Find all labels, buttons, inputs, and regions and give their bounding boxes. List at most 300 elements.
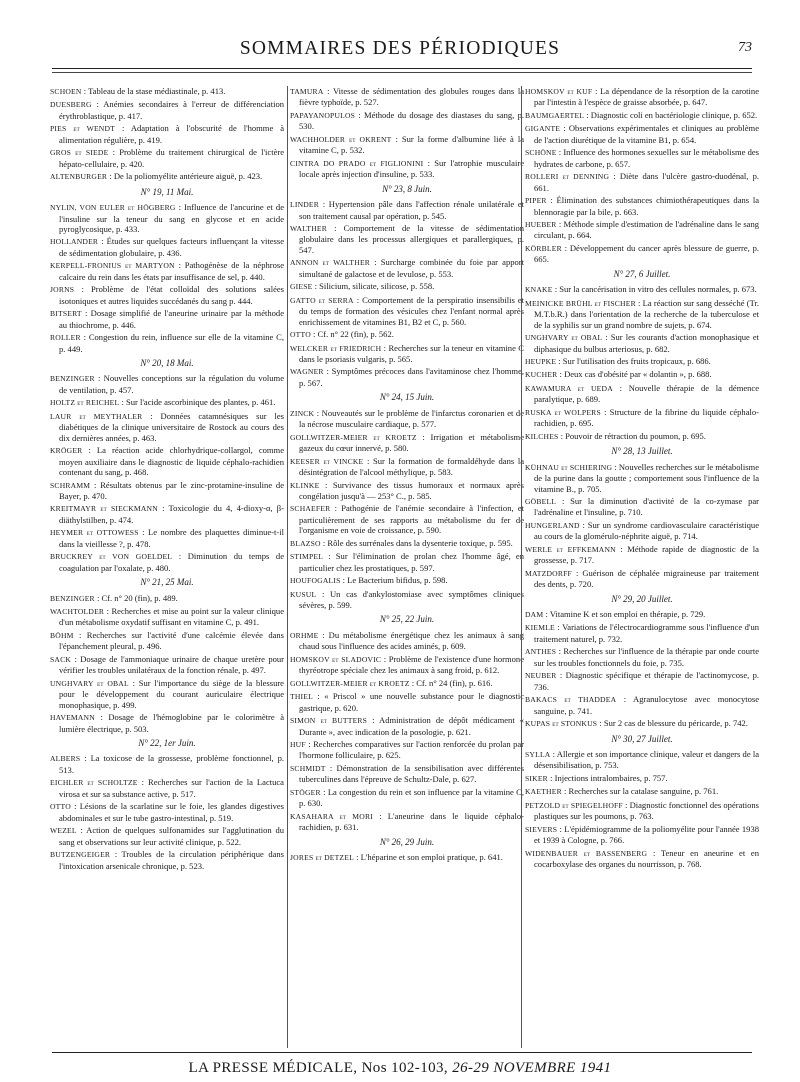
article-author: HOUFOGALIS	[290, 576, 341, 586]
article-entry	[525, 243, 759, 265]
article-title: : Anémies secondaires à l'erreur de différenciation érythroblastique, p. 417.	[59, 99, 284, 121]
article-title: : Diagnostic coli en bactériologie clinique, p. 652.	[584, 109, 758, 120]
article-title: : Variations de l'électrocardiogramme sous l'influence d'un traitement naturel, p. 732.	[534, 622, 759, 644]
article-title: : La congestion du rein et son influence par la vitamine C, p. 630.	[299, 786, 524, 809]
footer-dates: 26-29 NOVEMBRE 1941	[452, 1060, 612, 1076]
article-author: BAUMGAERTEL	[525, 110, 585, 120]
article-entry	[50, 171, 284, 182]
article-entry	[525, 824, 759, 846]
article-author: HOMSKOV et SLADOVIC	[290, 654, 382, 664]
article-author: SIEVERS	[525, 824, 558, 834]
article-title: : Nouvelles recherches sur le métabolisme de la purine dans la goutte ; comportement sous l'influence de la vitamine B., p. 705.	[534, 461, 759, 494]
article-entry	[290, 158, 524, 180]
article-title: : Recherches sur l'influence de la thérapie par onde courte sur les troubles fonctionnels du foie, p. 735.	[534, 646, 759, 668]
article-title: : Toxicologie du 4, 4-dioxy-α, β-diäthylstilben, p. 474.	[59, 503, 284, 525]
article-entry	[525, 544, 759, 566]
article-title: : Sur un syndrome cardiovasculaire caractéristique au cours de la glomérulo-néphrite aiguë, p. 714.	[534, 519, 759, 542]
article-author: RUSKA et WOLPERS	[525, 407, 601, 417]
article-title: : Injections intralombaires, p. 757.	[547, 772, 668, 783]
article-entry	[50, 332, 284, 354]
article-author: KRÖGER	[50, 446, 83, 456]
article-author: HOMSKOV et KUF	[525, 87, 593, 96]
article-entry	[525, 848, 759, 870]
issue-heading: N° 19, 11 Mai.	[140, 186, 194, 197]
article-title: : Survivance des tissus humoraux et normaux après congélation jusqu'à — 253° C., p. 585.	[299, 479, 524, 501]
article-title: : Résultats obtenus par le zinc-protamine-insuline de Bayer, p. 470.	[59, 479, 284, 501]
article-entry	[290, 366, 524, 388]
issue-heading: N° 24, 15 Juin.	[379, 392, 435, 403]
article-author: KERPELL-FRONIUS et MARTYON	[50, 261, 175, 271]
article-title: : Irrigation et métabolisme gazeux du cœur innervé, p. 580.	[299, 431, 524, 454]
article-title: : Influence de l'ancurine et de l'insuline sur la teneur du sang en glycose et en acide pyroglycosique, p. 433.	[59, 202, 284, 234]
article-author: WACHTOLDER	[50, 607, 105, 617]
article-title: : Diminution du temps de coagulation par l'oxalate, p. 480.	[59, 551, 284, 573]
article-title: : La réaction acide chlorhydrique-collargol, comme moyen auxiliaire dans le diagnostic de liquide céphalo-rachidien contenant du sang, p. 468.	[59, 445, 284, 478]
article-entry	[50, 123, 284, 145]
issue-heading: N° 21, 25 Mai.	[140, 577, 194, 588]
article-title: : Nouvelles conceptions sur la régulation du volume de ventilation, p. 457.	[59, 373, 284, 395]
article-author: STÖGER	[290, 787, 321, 797]
footer-journal: LA PRESSE MÉDICALE,	[188, 1060, 358, 1076]
article-author: KNAKE	[525, 285, 553, 295]
article-title: : Problème de l'état colloïdal des solutions salées isotoniques et autres liquides succédanés du sang p. 444.	[59, 284, 284, 306]
article-entry	[50, 397, 284, 408]
article-title: : Pathogénie de l'anémie secondaire à l'infection, et particulièrement de ses rapports au métabolisme du fer de l'organisme en voie de croissance, p. 590.	[299, 503, 524, 536]
article-author: BITSERT	[50, 309, 82, 319]
article-entry	[50, 630, 284, 652]
article-entry	[290, 715, 524, 737]
article-author: KÖRBLER	[525, 243, 562, 253]
article-title: : De la poliomyélite antérieure aiguë, p. 423.	[107, 171, 263, 182]
article-author: BUTZENGEIGER	[50, 850, 111, 860]
article-entry	[525, 284, 759, 295]
article-author: ZINCK	[290, 408, 315, 418]
article-title: : Sur l'atrophie musculaire locale après injection d'insuline, p. 533.	[299, 157, 524, 180]
issue-heading: N° 29, 20 Juillet.	[611, 593, 673, 604]
article-author: GATTO et SERRA	[290, 295, 354, 305]
article-title: : Vitesse de sédimentation des globules rouges dans la fièvre typhoïde, p. 527.	[299, 86, 524, 108]
article-title: : Méthode rapide de diagnostic de la grossesse, p. 717.	[534, 543, 759, 566]
header-rule	[52, 68, 752, 69]
article-title: : Problème de l'existence d'une hormone thyréotrope spéciale chez les animaux à sang froid, p. 612.	[299, 653, 524, 676]
article-title: : Symptômes précoces dans l'avitaminose chez l'homme, p. 567.	[299, 366, 524, 388]
article-title: : Comportement de la vitesse de sédimentation globulaire dans les processus allergiques et parallergiques, p. 547.	[299, 222, 524, 255]
article-author: HUEBER	[525, 219, 557, 229]
article-entry	[525, 622, 759, 644]
article-author: ALBERS	[50, 754, 81, 764]
article-title: : Données catamnésiques sur les diabétiques de la clinique universitaire de Rostock au cours des dix dernières années, p. 463.	[59, 410, 284, 443]
article-title: : Pathogénèse de la néphrose calcaire du rein dans les états par insuffisance de sel, p. 440.	[59, 260, 284, 282]
article-title: : Le nombre des plaquettes diminue-t-il dans la vieillesse ?, p. 478.	[59, 527, 284, 549]
article-author: GÖBELL	[525, 496, 557, 506]
article-entry	[50, 260, 284, 282]
article-author: NYLIN, VON EULER et HÖGBERG	[50, 203, 176, 213]
column-divider	[287, 86, 288, 1048]
article-entry	[50, 606, 284, 628]
article-entry	[50, 411, 284, 443]
article-author: KREITMAYR et SIECKMANN	[50, 504, 158, 514]
issue-heading: N° 22, 1er Juin.	[138, 738, 196, 749]
column-left	[50, 86, 284, 873]
issue-heading: N° 20, 18 Mai.	[140, 357, 194, 368]
article-title: : Sur les courants d'action monophasique et diphasique du bulbus arteriosus, p. 682.	[534, 332, 759, 354]
article-author: BENZINGER	[50, 374, 95, 384]
article-author: HOLTZ et REICHEL	[50, 398, 120, 408]
article-author: STIMPEL	[290, 552, 324, 562]
article-title: : Administration de dépôt médicament « Durante », avec indication de la posologie, p. 621.	[299, 715, 524, 737]
article-entry	[50, 654, 284, 676]
article-entry	[290, 678, 524, 689]
article-title: : Silicium, silicate, silicose, p. 558.	[312, 281, 435, 292]
article-author: KUPAS et STONKUS	[525, 719, 598, 729]
article-author: HUNGERLAND	[525, 520, 580, 530]
article-entry	[50, 202, 284, 234]
article-entry	[50, 86, 284, 97]
article-entry	[50, 753, 284, 775]
article-title: : Méthode simple d'estimation de l'adrénaline dans le sang circulant, p. 664.	[534, 218, 759, 241]
article-entry	[50, 678, 284, 710]
article-entry	[290, 295, 524, 327]
article-title: : Structure de la fibrine du liquide céphalo-rachidien, p. 695.	[534, 406, 759, 429]
article-entry	[290, 787, 524, 809]
article-author: KILCHES	[525, 431, 559, 441]
article-author: SACK	[50, 654, 72, 664]
article-title: : Diagnostic spécifique et thérapie de l'actinomycose, p. 736.	[534, 670, 759, 692]
article-title: : Diète dans l'ulcère gastro-duodénal, p. 661.	[534, 171, 759, 193]
article-entry	[290, 343, 524, 365]
article-title: : L'aneurine dans le liquide céphalo-rachidien, p. 631.	[299, 810, 524, 833]
article-entry	[525, 298, 759, 330]
article-author: WAGNER	[290, 367, 324, 377]
article-author: UNGHVARY et OBAL	[525, 333, 603, 343]
article-author: PAPAYANOPULOS	[290, 110, 356, 120]
article-author: SCHRAMM	[50, 480, 91, 490]
article-entry	[290, 199, 524, 221]
article-entry	[290, 223, 524, 255]
article-title: : Dosage de l'hémoglobine par le colorimètre à lumière électrique, p. 503.	[59, 712, 284, 734]
article-author: HAVEMANN	[50, 713, 95, 723]
article-entry	[290, 408, 524, 430]
article-entry	[525, 773, 759, 784]
article-title: : Nouvelle thérapie de la démence paralytique, p. 689.	[534, 382, 759, 405]
article-title: : Sur la formation de formaldéhyde dans la désintégration de l'alcool méthylique, p. 583.	[299, 455, 524, 478]
article-entry	[50, 480, 284, 502]
article-title: : Élimination des substances chimiothérapeutiques dans la blennoragie par la bile, p. 663.	[534, 195, 759, 217]
article-entry	[525, 431, 759, 442]
article-entry	[525, 332, 759, 354]
article-title: : Lésions de la scarlatine sur le foie, les glandes digestives abdominales et sur le tube gastro-intestinal, p. 519.	[59, 801, 284, 823]
article-title: : Observations expérimentales et cliniques au problème de l'action diurétique de la vitamine B1, p. 654.	[534, 123, 759, 145]
column-right	[525, 86, 759, 872]
article-author: KASAHARA et MORI	[290, 811, 373, 821]
article-title: : Sur la cancérisation in vitro des cellules normales, p. 673.	[552, 284, 757, 295]
footer	[150, 1060, 650, 1077]
article-title: : Recherches sur l'action de la Lactuca virosa et sur sa substance active, p. 517.	[59, 777, 284, 799]
article-author: WEZEL	[50, 826, 77, 836]
article-title: : Agranulocytose avec monocytose sanguine, p. 741.	[534, 694, 760, 716]
article-title: : Nouveautés sur le problème de l'infarctus coronarien et de la nécrose musculaire cardiaque, p. 577.	[299, 407, 524, 430]
article-title: : Adaptation à l'obscurité de l'homme à alimentation régulière, p. 419.	[59, 123, 284, 145]
article-author: DAM	[525, 610, 544, 620]
article-entry	[290, 589, 524, 611]
article-entry	[525, 383, 759, 405]
article-entry	[290, 575, 524, 586]
article-author: KAETHER	[525, 787, 562, 797]
article-title: : Cf. n° 24 (fin), p. 616.	[409, 677, 493, 688]
article-author: PIES et WENDT	[50, 124, 116, 134]
article-entry	[290, 503, 524, 535]
page-title: SOMMAIRES DES PÉRIODIQUES	[239, 38, 561, 59]
article-entry	[525, 110, 759, 121]
article-entry	[290, 86, 524, 108]
article-entry	[50, 712, 284, 734]
article-title: : L'épidémiogramme de la poliomyélite pour l'année 1938 et 1939 à Cologne, p. 766.	[534, 823, 759, 846]
article-title: : Sur l'utilisation des fruits tropicaux, p. 686.	[556, 355, 711, 366]
article-author: WIDENBAUER et BASSENBERG	[525, 848, 648, 858]
article-entry	[525, 219, 759, 241]
article-title: : Études sur quelques facteurs influençant la vitesse de sédimentation globulaire, p. 436.	[59, 236, 284, 258]
article-author: WALTHER	[290, 223, 327, 233]
article-title: : Comportement de la perspiratio insensibilis et du temps de formation des vésicules chez l'enfant normal après enrichissement de vitamines B1, B2 et C, p. 560.	[299, 294, 524, 327]
article-title: : Développement du cancer après blessure de guerre, p. 665.	[534, 242, 759, 265]
article-entry	[525, 800, 759, 822]
article-title: : Dosage de l'ammoniaque urinaire de chaque uretère pour vérifier les troubles unilatéraux de la fonction rénale, p. 497.	[59, 653, 284, 676]
article-entry	[525, 609, 759, 620]
article-author: NEUBER	[525, 671, 557, 681]
column-middle	[290, 86, 524, 866]
article-author: SCHÖNE	[525, 148, 557, 158]
article-entry	[50, 551, 284, 573]
article-author: ROLLERI et DENNING	[525, 172, 610, 182]
issue-heading: N° 23, 8 Juin.	[382, 183, 432, 194]
article-author: LAUR et MEYTHALER	[50, 411, 143, 421]
article-entry	[525, 786, 759, 797]
article-author: KUCHER	[525, 370, 558, 380]
issue-heading: N° 25, 22 Juin.	[379, 614, 435, 625]
article-title: : Sur la diminution d'activité de la co-zymase par l'adrénaline et l'insuline, p. 710.	[534, 495, 759, 518]
article-title: : Le Bacterium bifidus, p. 598.	[340, 575, 448, 586]
article-entry	[290, 739, 524, 761]
article-entry	[50, 284, 284, 306]
article-author: BÖHM	[50, 630, 74, 640]
article-title: : Troubles de la circulation périphérique dans l'intoxication arsenicale chronique, p. 523.	[59, 849, 284, 871]
article-title: : Dosage simplifié de l'aneurine urinaire par la méthode au thiochrome, p. 446.	[59, 308, 284, 330]
article-entry	[50, 849, 284, 871]
article-title: : Sur l'élimination de prolan chez l'homme âgé, en particulier chez les prostatiques, p. 597.	[299, 551, 524, 573]
footer-issue: Nos 102-103,	[361, 1060, 449, 1076]
article-title: : Méthode du dosage des diastases du sang, p. 530.	[299, 109, 524, 132]
article-author: MATZDORFF	[525, 568, 572, 578]
article-author: HOLLANDER	[50, 237, 99, 247]
article-title: : Influence des hormones sexuelles sur le métabolisme des hydrates de carbone, p. 657.	[534, 147, 759, 169]
article-author: KUSUL	[290, 589, 317, 599]
article-entry	[290, 134, 524, 156]
article-title: : Cf. n° 22 (fin), p. 562.	[310, 329, 394, 340]
article-entry	[290, 811, 524, 833]
article-author: KLINKE	[290, 480, 320, 490]
column-divider	[521, 86, 522, 1048]
article-author: SYLLA	[525, 750, 551, 760]
issue-heading: N° 28, 13 Juillet.	[611, 446, 673, 457]
article-title: : Pouvoir de rétraction du poumon, p. 695.	[558, 430, 706, 441]
article-title: : Guérison de céphalée migraineuse par traitement des dents, p. 720.	[534, 567, 759, 590]
article-author: HEYMER et OTTOWESS	[50, 528, 139, 538]
article-entry	[290, 480, 524, 502]
article-author: BLAZSO	[290, 538, 321, 548]
article-entry	[50, 445, 284, 477]
article-author: PIPER	[525, 196, 547, 206]
article-author: BENZINGER	[50, 593, 95, 603]
article-title: : L'héparine et son emploi pratique, p. 641.	[353, 852, 503, 863]
article-author: BRUCKREY et VON GOELDEL	[50, 552, 173, 562]
article-author: JORNS	[50, 285, 75, 295]
issue-heading: N° 30, 27 Juillet.	[611, 733, 673, 744]
article-entry	[525, 86, 759, 108]
article-title: : Vitamine K et son emploi en thérapie, p. 729.	[543, 609, 706, 620]
article-author: TAMURA	[290, 87, 324, 96]
article-entry	[290, 852, 524, 863]
article-title: : Hypertension pâle dans l'affection rénale unilatérale et son traitement causal par opération, p. 545.	[299, 199, 524, 221]
article-entry	[50, 527, 284, 549]
article-author: OTTO	[290, 330, 311, 340]
article-title: : Diagnostic fonctionnel des opérations plastiques sur les poumons, p. 763.	[534, 799, 759, 822]
article-entry	[525, 749, 759, 771]
article-entry	[50, 777, 284, 799]
article-entry	[525, 147, 759, 169]
article-title: : Rôle des surrénales dans la dysenterie toxique, p. 595.	[320, 537, 513, 548]
article-entry	[290, 329, 524, 340]
footer-rule	[52, 1052, 752, 1053]
article-entry	[290, 257, 524, 279]
article-title: : Sur l'importance du siège de la blessure pour le développement du courant auriculaire électrique monophasique, p. 499.	[59, 677, 284, 710]
article-entry	[290, 110, 524, 132]
article-title: : Sur 2 cas de blessure du péricarde, p. 742.	[597, 718, 748, 729]
article-author: HUF	[290, 740, 306, 750]
article-entry	[525, 369, 759, 380]
header-rule-thin	[52, 72, 752, 73]
article-title: : Deux cas d'obésité par « dolantin », p. 688.	[557, 369, 712, 380]
article-author: GIESE	[290, 282, 313, 292]
article-title: : Tableau de la stase médiastinale, p. 413.	[81, 86, 226, 96]
article-title: : Teneur en aneurine et en cocarboxylase des organes du nourrisson, p. 768.	[534, 847, 759, 870]
article-entry	[50, 147, 284, 169]
article-author: ANTHES	[525, 647, 557, 657]
article-author: SCHOEN	[50, 87, 82, 96]
article-entry	[290, 432, 524, 454]
article-title: : Surcharge combinée du foie par apport simultané de galactose et de levulose, p. 553.	[299, 257, 524, 279]
article-author: LINDER	[290, 200, 320, 210]
article-entry	[525, 646, 759, 668]
article-author: JORES et DETZEL	[290, 853, 354, 863]
article-author: GIGANTE	[525, 124, 561, 134]
article-entry	[290, 654, 524, 676]
issue-heading: N° 27, 6 Juillet.	[613, 268, 671, 279]
article-entry	[290, 538, 524, 549]
article-title: : Recherches comparatives sur l'action renforcée du prolan par l'hormone folliculaire, p. 625.	[299, 739, 524, 761]
article-author: WERLE et EFFKEMANN	[525, 544, 616, 554]
article-entry	[525, 520, 759, 542]
article-author: ROLLER	[50, 333, 81, 343]
article-title: : La réaction sur sang desséché (Tr. M.T.b.R.) dans l'orientation de la recherche de la tuberculose et de la syphilis sur un grand nombre de sujets, p. 674.	[534, 297, 760, 330]
article-entry	[525, 694, 759, 716]
article-entry	[290, 551, 524, 573]
article-entry	[525, 462, 759, 494]
article-entry	[50, 503, 284, 525]
page-number: 73	[738, 40, 752, 55]
article-title: : Cf. n° 20 (fin), p. 489.	[94, 592, 178, 603]
article-entry	[525, 195, 759, 217]
article-entry	[525, 123, 759, 145]
article-entry	[50, 825, 284, 847]
article-author: GOLLWITZER-MEIER et KROETZ	[290, 678, 410, 688]
article-author: HEUPKE	[525, 356, 557, 366]
article-entry	[50, 801, 284, 823]
article-title: : Démonstration de la sensibilisation avec différentes tuberculines dans l'épreuve de Schultz-Dale, p. 627.	[299, 762, 524, 785]
article-entry	[290, 763, 524, 785]
article-title: : « Priscol » une nouvelle substance pour le diagnostic gastrique, p. 620.	[299, 691, 524, 713]
article-title: : Action de quelques sulfonamides sur l'agglutination du sang et observations sur leur activité clinique, p. 522.	[59, 825, 284, 847]
article-title: : Recherches sur la catalase sanguine, p. 761.	[561, 786, 719, 797]
article-entry	[525, 496, 759, 518]
article-author: OTTO	[50, 802, 71, 812]
article-author: KAWAMURA et UEDA	[525, 383, 613, 393]
issue-heading: N° 26, 29 Juin.	[379, 836, 435, 847]
article-entry	[290, 456, 524, 478]
article-title: : Problème du traitement chirurgical de l'ictère hépato-cellulaire, p. 420.	[59, 147, 284, 169]
article-author: SIKER	[525, 773, 548, 783]
article-author: CINTRA DO PRADO et FIGLIONINI	[290, 158, 424, 168]
article-title: : Sur l'acide ascorbinique des plantes, p. 461.	[119, 397, 276, 408]
article-author: GROS et SIEDE	[50, 148, 109, 158]
article-title: : Recherches sur la teneur en vitamine C dans le psoriasis vulgaris, p. 565.	[299, 342, 524, 364]
article-author: KEESER et VINCKE	[290, 456, 364, 466]
article-entry	[525, 718, 759, 729]
article-title: : La dépendance de la résorption de la carotine par l'intestin à l'espèce de graisse absorbée, p. 647.	[534, 86, 759, 108]
article-title: : Congestion du rein, influence sur elle de la vitamine C, p. 449.	[59, 332, 284, 354]
article-author: MEINICKE BRÜHL et FISCHER	[525, 298, 636, 308]
article-entry	[525, 356, 759, 367]
article-entry	[50, 593, 284, 604]
article-title: : Un cas d'ankylostomiase avec symptômes cliniques sévères, p. 599.	[299, 588, 524, 611]
article-author: SCHAEFER	[290, 504, 331, 514]
article-author: UNGHVARY et OBAL	[50, 678, 129, 688]
article-entry	[290, 691, 524, 713]
article-author: GOLLWITZER-MEIER et KROETZ	[290, 432, 417, 442]
article-title: : Allergie et son importance clinique, valeur et dangers de la désensibilisation, p. 753.	[534, 749, 759, 771]
article-author: WACHHOLDER et OKRENT	[290, 134, 392, 144]
article-author: ALTENBURGER	[50, 172, 108, 182]
article-author: KÜHNAU et SCHIERING	[525, 462, 613, 472]
article-author: SCHMIDT	[290, 763, 326, 773]
article-title: : Recherches et mise au point sur la valeur clinique d'un métabolisme oxydatif suffisant en vitamine C, p. 491.	[59, 606, 284, 628]
article-entry	[525, 407, 759, 429]
article-author: THIEL	[290, 692, 313, 702]
article-title: : Du métabolisme énergétique chez les animaux à sang chaud sous l'influence des acides aminés, p. 609.	[299, 629, 524, 652]
article-author: SIMON et BUTTERS	[290, 716, 368, 726]
article-title: : Recherches sur l'activité d'une calcémie élevée dans l'épanchement pleural, p. 496.	[59, 629, 284, 652]
article-title: : La toxicose de la grossesse, problème fonctionnel, p. 513.	[59, 753, 284, 775]
article-author: ANNON et WALTHER	[290, 258, 371, 268]
article-author: DUESBERG	[50, 100, 92, 110]
article-entry	[50, 236, 284, 258]
article-title: : Sur la forme d'albumine liée à la vitamine C, p. 532.	[299, 133, 524, 156]
article-entry	[50, 99, 284, 121]
article-entry	[290, 281, 524, 292]
article-entry	[290, 630, 524, 652]
article-author: ORHME	[290, 630, 319, 640]
article-author: WELCKER et FRIEDRICH	[290, 343, 382, 353]
article-entry	[525, 670, 759, 692]
